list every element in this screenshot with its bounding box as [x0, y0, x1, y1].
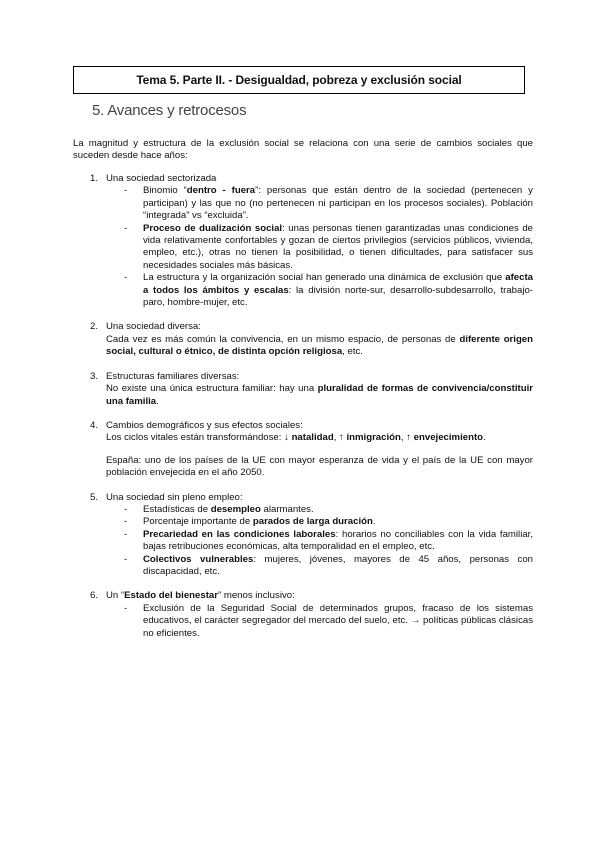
item-number: 4. — [90, 419, 99, 431]
bold-term-natalidad: ↓ natalidad — [284, 432, 334, 444]
bold-term: pluralidad de formas de convivencia/constituir una familia — [106, 383, 533, 407]
bold-term: afecta a todos los ámbitos y escalas — [143, 272, 533, 296]
dash-bullet: - — [124, 602, 128, 614]
bold-term-envejecimiento: ↑ envejecimiento — [406, 432, 483, 444]
sub-item-text: : la división norte-sur, desarrollo-subdesarrollo, trabajo-paro, hombre-mujer, etc. — [143, 284, 533, 309]
list-item-family-structures — [73, 371, 533, 408]
spacer — [73, 578, 533, 590]
title-before: Un “ — [106, 590, 125, 602]
text-after: . — [156, 395, 159, 407]
list-item-demographic-changes — [73, 420, 533, 480]
sub-item-estructura — [106, 272, 533, 309]
text-before: Los ciclos vitales están transformándose: — [106, 432, 285, 444]
text-before: Cada vez es más común la convivencia, en un mismo espacio, de personas de — [106, 333, 460, 345]
sub-item-binomio — [106, 185, 533, 222]
item-body — [106, 432, 533, 444]
sub-item-text: : mujeres, jóvenes, mayores de 45 años, personas con discapacidad, etc. — [143, 553, 533, 577]
sub-item-text: . — [372, 516, 376, 528]
item-number: 3. — [90, 370, 99, 382]
bold-term: diferente origen social, cultural o étnico, de distinta opción religiosa — [106, 333, 534, 358]
section-heading: 5. Avances y retrocesos — [92, 102, 247, 119]
dash-bullet: - — [124, 528, 128, 540]
bold-term: desempleo — [210, 503, 261, 515]
bold-term: parados de larga duración — [252, 516, 373, 528]
sub-item-desempleo — [106, 504, 533, 516]
item-number: 1. — [90, 173, 99, 184]
list-item-welfare-state — [73, 590, 533, 640]
separator: , — [400, 432, 407, 444]
bold-term: Proceso de dualización social — [143, 222, 283, 234]
dash-bullet: - — [124, 503, 128, 515]
sub-item-colectivos — [106, 554, 533, 579]
sub-list — [106, 185, 533, 309]
dash-bullet: - — [124, 516, 128, 528]
item-title: Estructuras familiares diversas: — [106, 370, 240, 382]
dash-bullet: - — [124, 222, 128, 234]
spacer — [73, 480, 533, 492]
text-before: Porcentaje importante de — [143, 516, 253, 528]
text-before: No existe una única estructura familiar: hay una — [106, 383, 318, 395]
sub-item-precariedad — [106, 529, 533, 554]
bold-term: Estado del bienestar — [124, 590, 218, 602]
item-body — [106, 383, 533, 408]
dash-bullet: - — [124, 272, 128, 284]
item-title: Una sociedad diversa: — [106, 321, 201, 333]
dash-bullet: - — [124, 185, 128, 197]
changes-list — [73, 173, 533, 640]
sub-item-text: : unas personas tienen garantizadas unas condiciones de vida relativamente confortables y gozan de ciertos privilegios (servicios públicos, vivienda, empleo, etc.), otras no tienen la posibilidad, o tienen dificultades, para satisfacer sus necesidades sociales más básicas. — [143, 222, 533, 271]
title-after: ” menos inclusivo: — [217, 590, 295, 602]
spacer — [73, 309, 533, 321]
bold-term: dentro - fuera — [186, 185, 256, 197]
sub-item-text: : horarios no conciliables con la vida familiar, bajas retribuciones económicas, alta temporalidad en el empleo, etc. — [143, 528, 533, 553]
list-item-sectorized-society — [73, 173, 533, 309]
item-title: Una sociedad sin pleno empleo: — [106, 491, 243, 503]
item-number: 6. — [90, 590, 99, 602]
bold-term: Colectivos vulnerables — [143, 553, 254, 565]
bold-term-inmigracion: ↑ inmigración — [339, 432, 401, 444]
list-item-no-full-employment — [73, 492, 533, 579]
sub-list — [106, 603, 533, 640]
intro-paragraph: La magnitud y estructura de la exclusión social se relaciona con una serie de cambios sociales que suceden desde hace años: — [73, 138, 533, 162]
sub-item-parados — [106, 516, 533, 528]
item-number: 2. — [90, 321, 99, 333]
item-body — [106, 334, 533, 359]
separator: , — [333, 432, 340, 444]
bold-term: Precariedad en las condiciones laborales — [143, 528, 336, 540]
item-title — [106, 590, 533, 602]
text-prefix: Binomio “ — [143, 185, 187, 197]
sub-list — [106, 504, 533, 578]
dash-bullet: - — [124, 553, 128, 565]
sub-item-text: Exclusión de la Seguridad Social de determinados grupos, fracaso de los sistemas educativos, el carácter segregador del mercado del suelo, etc. → políticas públicas clásicas no eficientes. — [143, 602, 533, 639]
text-after: . — [483, 432, 486, 444]
sub-item-text: alarmantes. — [260, 503, 314, 515]
sub-item-exclusion — [106, 603, 533, 640]
text-after: , etc. — [342, 346, 363, 358]
text-before: Estadísticas de — [143, 503, 211, 515]
item-title: Una sociedad sectorizada — [106, 173, 217, 184]
sub-item-dualizacion — [106, 223, 533, 273]
item-title: Cambios demográficos y sus efectos sociales: — [106, 419, 303, 431]
spacer — [73, 359, 533, 371]
item-number: 5. — [90, 491, 99, 503]
sub-item-text: ”: personas que están dentro de la sociedad (pertenecen y participan) y las que no (no pertenecen ni participan en los procesos sociales). Población “integrada” vs “excluida”. — [143, 185, 533, 222]
text-before: La estructura y la organización social han generado una dinámica de exclusión que — [143, 272, 506, 284]
document-title: Tema 5. Parte II. - Desigualdad, pobreza y exclusión social — [73, 66, 525, 94]
spacer — [106, 445, 533, 455]
spacer — [73, 408, 533, 420]
spain-paragraph: España: uno de los países de la UE con mayor esperanza de vida y el país de la UE con mayor población envejecida en el año 2050. — [106, 454, 533, 479]
list-item-diverse-society — [73, 321, 533, 358]
